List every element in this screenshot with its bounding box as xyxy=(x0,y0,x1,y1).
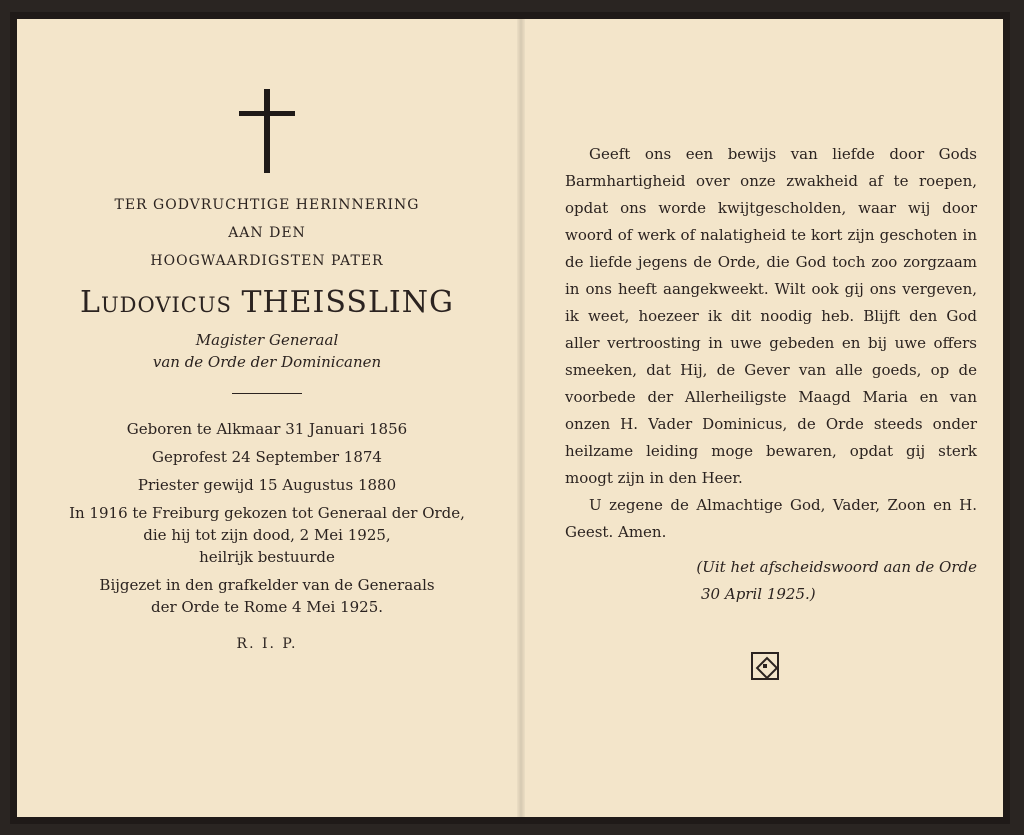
card-fold xyxy=(517,19,525,817)
quote-line1: (Uit het afscheidswoord aan de Orde xyxy=(696,558,977,576)
left-page xyxy=(37,89,497,652)
memorial-card xyxy=(10,12,1010,824)
farewell-paragraph: Geeft ons een bewijs van liefde door Gods Barmhartigheid over onze zwakheid af te roepen, opdat ons worde kwijtgescholden, waar wij door woord of werk of nalatigheid te kort zijn geschoten in de liefde jegens de Orde, die God toch zoo zorgzaam in ons heeft aangekweekt. Wilt ook gij ons vergeven, ik weet, hoezeer ik dit noodig heb. Blijft den God aller vertroosting in uwe gebeden en bij uwe offers smeeken, dat Hij, de Gever van alle goeds, op de voorbede der Allerheiligste Maagd Maria en van onzen H. Vader Dominicus, de Orde steeds onder heilzame leiding moge bewaren, opdat gij sterk moogt zijn in den Heer. xyxy=(565,145,977,487)
last-name: THEISSLING xyxy=(241,285,454,320)
dedication xyxy=(37,191,497,275)
dedication-line: AAN DEN xyxy=(228,225,306,241)
office-title-line2: van de Orde der Dominicanen xyxy=(152,353,382,371)
rip-text: R. I. P. xyxy=(236,636,298,652)
office-title-line1: Magister Generaal xyxy=(195,331,339,349)
ornament-icon xyxy=(751,652,779,680)
fact-profession: Geprofest 24 September 1874 xyxy=(152,448,382,466)
dedication-line: TER GODVRUCHTIGE HERINNERING xyxy=(114,197,420,213)
blessing-paragraph: U zegene de Almachtige God, Vader, Zoon en H. Geest. Amen. xyxy=(565,496,977,541)
fact-burial: Bijgezet in den grafkelder van de Generaals der Orde te Rome 4 Mei 1925. xyxy=(99,576,435,616)
life-facts xyxy=(37,418,497,618)
dedication-line: HOOGWAARDIGSTEN PATER xyxy=(150,253,384,269)
first-name: Ludovicus xyxy=(80,285,232,320)
right-page xyxy=(565,141,977,608)
fact-ordination: Priester gewijd 15 Augustus 1880 xyxy=(137,476,397,494)
cross-icon xyxy=(239,89,295,173)
source-quote xyxy=(565,554,977,608)
deceased-name xyxy=(37,283,497,323)
fact-election: In 1916 te Freiburg gekozen tot Generaal der Orde, die hij tot zijn dood, 2 Mei 1925, heilrijk bestuurde xyxy=(69,504,465,566)
divider xyxy=(232,393,302,394)
fact-birth: Geboren te Alkmaar 31 Januari 1856 xyxy=(126,420,408,438)
office-title xyxy=(37,329,497,373)
quote-line2: 30 April 1925.) xyxy=(701,585,816,603)
